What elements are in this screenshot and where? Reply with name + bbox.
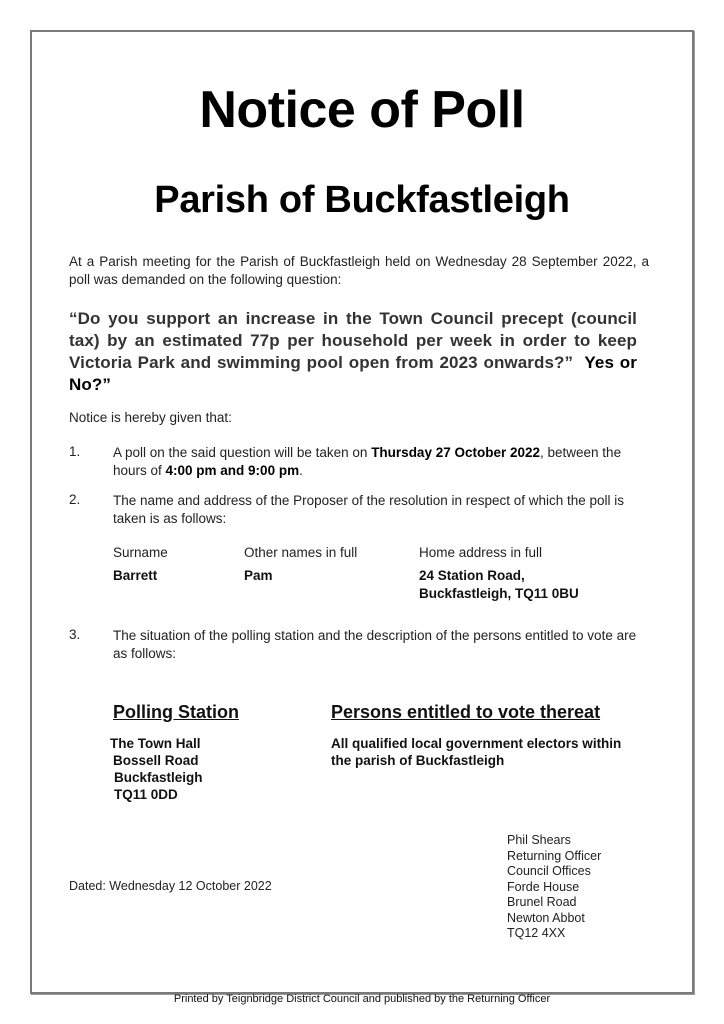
item-1-text-c: . xyxy=(299,463,303,478)
poll-hours: 4:00 pm and 9:00 pm xyxy=(165,463,300,478)
polling-station-heading: Polling Station xyxy=(113,702,239,722)
intro-paragraph: At a Parish meeting for the Parish of Buckfastleigh held on Wednesday 28 September 2022, a poll was demanded on the following question: xyxy=(69,254,649,287)
page-subtitle: Parish of Buckfastleigh xyxy=(154,179,570,221)
officer-line: Council Offices xyxy=(507,864,591,878)
item-number: 3. xyxy=(69,627,81,642)
item-3-text: The situation of the polling station and the description of the persons entitled to vote are as follows: xyxy=(113,628,637,661)
poll-date: Thursday 27 October 2022 xyxy=(371,445,541,460)
notice-given-text: Notice is hereby given that: xyxy=(69,410,232,425)
proposer-other-names: Pam xyxy=(244,568,273,583)
item-1-text-a: A poll on the said question will be taken on xyxy=(113,445,372,460)
officer-line: Brunel Road xyxy=(507,895,577,909)
item-1-text xyxy=(113,444,653,480)
returning-officer-block xyxy=(507,833,601,942)
officer-line: Phil Shears xyxy=(507,833,571,847)
item-number: 1. xyxy=(69,444,81,459)
officer-line: TQ12 4XX xyxy=(507,926,566,940)
polling-station-line: Buckfastleigh xyxy=(114,770,203,785)
header-surname: Surname xyxy=(113,545,168,560)
page-title: Notice of Poll xyxy=(199,81,525,139)
officer-line: Forde House xyxy=(507,879,580,894)
poll-question xyxy=(69,308,637,396)
persons-entitled-line: All qualified local government electors within xyxy=(331,736,622,751)
poll-question-text: “Do you support an increase in the Town Council precept (council tax) by an estimated 77p per household per week in order to keep Victoria Park and swimming pool open from 2023 onwards?” xyxy=(69,309,637,372)
persons-entitled-line: the parish of Buckfastleigh xyxy=(331,753,505,768)
polling-station-line: The Town Hall xyxy=(110,736,201,751)
item-number: 2. xyxy=(69,492,81,507)
header-home-address: Home address in full xyxy=(419,545,543,560)
item-1-text-b: , between the hours of xyxy=(113,445,622,478)
polling-station-line: TQ11 0DD xyxy=(114,787,178,802)
header-other-names: Other names in full xyxy=(244,545,358,560)
officer-line: Returning Officer xyxy=(507,848,602,863)
item-2-text: The name and address of the Proposer of the resolution in respect of which the poll is taken is as follows: xyxy=(113,493,625,526)
persons-entitled-heading: Persons entitled to vote thereat xyxy=(331,702,601,722)
proposer-surname: Barrett xyxy=(113,568,158,583)
proposer-address-line: Buckfastleigh, TQ11 0BU xyxy=(419,586,579,601)
polling-station-line: Bossell Road xyxy=(113,753,199,768)
footer-imprint: Printed by Teignbridge District Council and published by the Returning Officer xyxy=(173,993,551,1005)
poll-question-answer: Yes or No?” xyxy=(69,353,637,394)
proposer-address-line: 24 Station Road, xyxy=(419,568,525,583)
dated-text: Dated: Wednesday 12 October 2022 xyxy=(69,879,272,893)
officer-line: Newton Abbot xyxy=(507,910,585,925)
